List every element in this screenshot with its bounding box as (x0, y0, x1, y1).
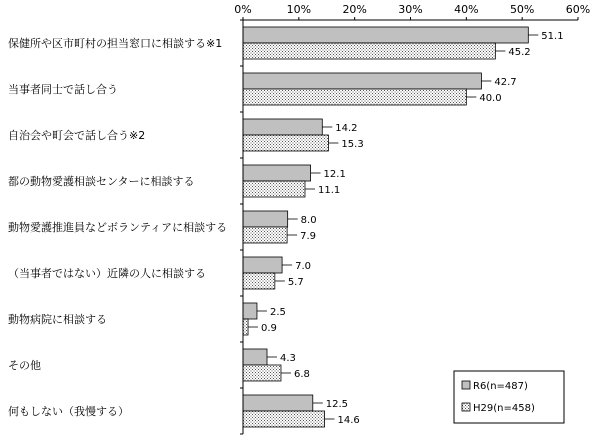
data-label: 11.1 (317, 185, 341, 196)
data-label: 2.5 (269, 307, 286, 318)
legend-label: R6(n=487) (473, 381, 528, 392)
bar-h29 (243, 411, 325, 427)
category-label: その他 (8, 359, 41, 372)
data-label: 4.3 (280, 353, 296, 364)
x-tick-label: 10% (286, 3, 312, 16)
bar-r6 (243, 303, 257, 319)
x-tick-label: 30% (398, 3, 423, 16)
bar-r6 (243, 165, 311, 181)
bar-r6 (243, 73, 481, 89)
bar-r6 (243, 395, 313, 411)
data-label: 15.3 (341, 139, 364, 150)
bar-r6 (243, 27, 528, 43)
category-label: 動物愛護推進員などボランティアに相談する (8, 221, 228, 234)
data-label: 12.5 (325, 399, 349, 410)
bar-r6 (243, 119, 322, 135)
category-label: 都の動物愛護相談センターに相談する (8, 175, 195, 188)
bar-h29 (243, 227, 287, 243)
bar-h29 (243, 365, 281, 381)
category-label: 動物病院に相談する (8, 313, 107, 326)
data-label: 6.8 (293, 369, 310, 380)
bar-h29 (243, 89, 466, 105)
data-label: 42.7 (494, 77, 517, 88)
data-label: 7.0 (295, 261, 311, 272)
data-label: 8.0 (300, 215, 317, 226)
legend-label: H29(n=458) (473, 403, 535, 414)
data-label: 45.2 (508, 47, 531, 58)
data-label: 40.0 (479, 93, 502, 104)
bar-h29 (243, 181, 305, 197)
category-label: （当事者ではない）近隣の人に相談する (8, 267, 206, 280)
data-label: 0.9 (261, 323, 277, 334)
bar-h29 (243, 43, 495, 59)
bar-h29 (243, 135, 328, 151)
category-label: 自治会や町会で話し合う※2 (8, 129, 146, 142)
legend-box (454, 371, 564, 423)
bar-h29 (243, 273, 275, 289)
bar-r6 (243, 349, 267, 365)
data-label: 14.6 (337, 415, 360, 426)
data-label: 5.7 (287, 277, 304, 288)
x-tick-label: 20% (342, 3, 367, 16)
bar-h29 (243, 319, 248, 335)
category-label: 何もしない（我慢する） (8, 405, 129, 418)
data-label: 51.1 (541, 31, 564, 42)
legend-swatch (462, 403, 470, 411)
x-tick-label: 60% (565, 3, 591, 16)
x-tick-label: 0% (234, 3, 252, 16)
data-label: 7.9 (300, 231, 317, 242)
x-tick-label: 40% (454, 3, 479, 16)
legend-swatch (462, 381, 470, 389)
x-tick-label: 50% (509, 3, 535, 16)
data-label: 12.1 (323, 169, 346, 180)
bar-r6 (243, 211, 288, 227)
data-label: 14.2 (335, 123, 358, 134)
bar-r6 (243, 257, 282, 273)
category-label: 当事者同士で話し合う (8, 83, 118, 96)
category-label: 保健所や区市町村の担当窓口に相談する※1 (8, 37, 223, 50)
